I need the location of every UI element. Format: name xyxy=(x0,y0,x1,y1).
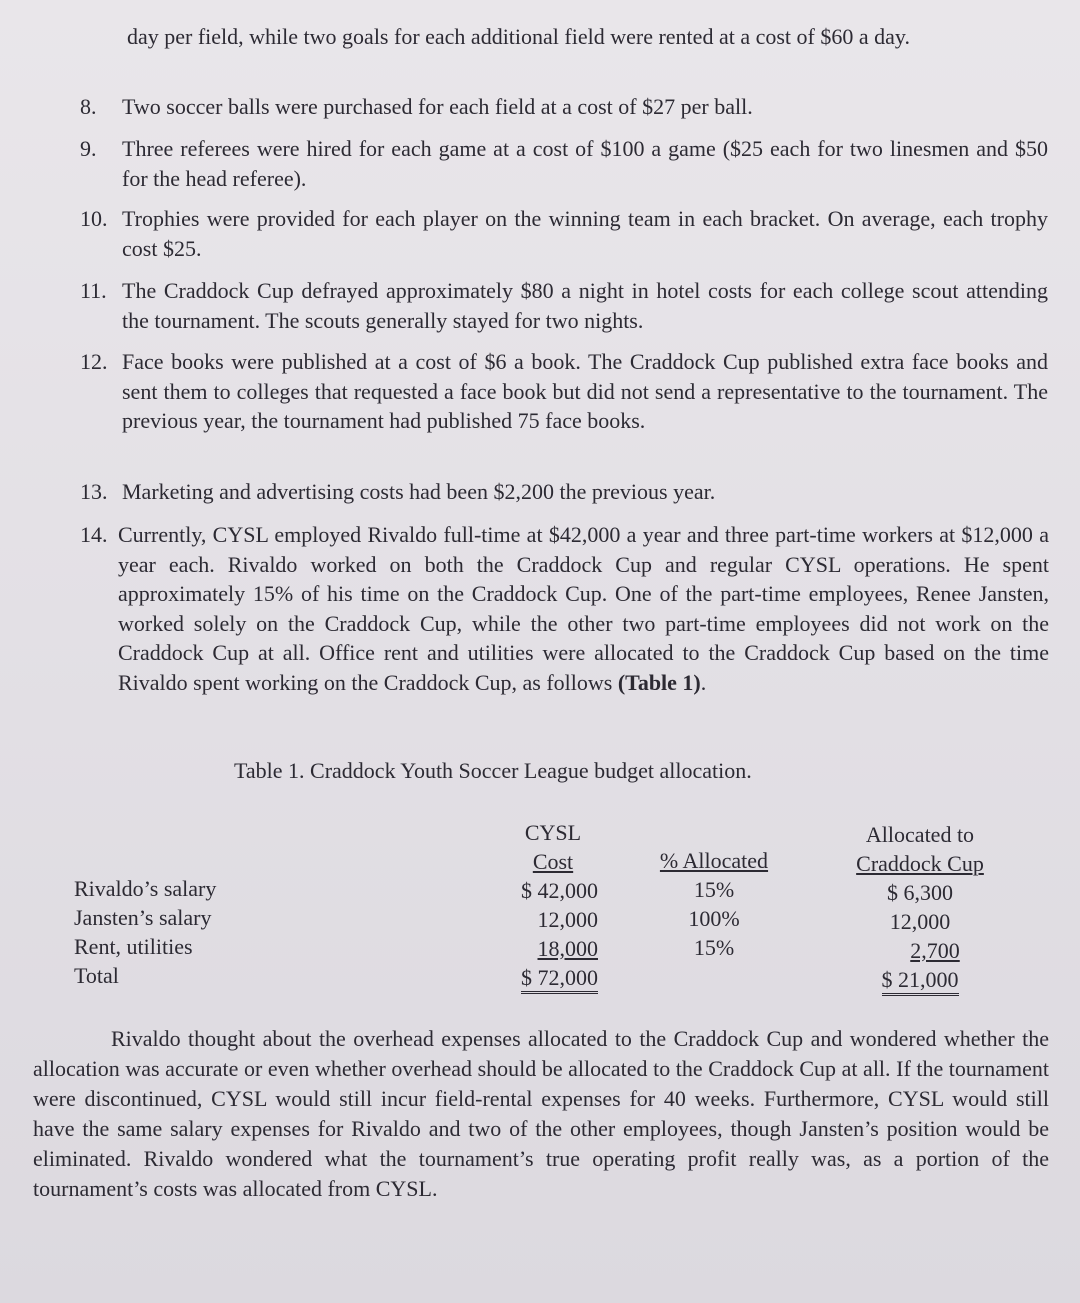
table-column-cost xyxy=(488,818,608,994)
table-title: Table 1. Craddock Youth Soccer League budget allocation. xyxy=(234,758,752,783)
alloc-total-cell: $ 21,000 xyxy=(882,967,959,996)
list-item-number: 13. xyxy=(80,479,108,504)
list-item-text: day per field, while two goals for each additional field were rented at a cost of $60 a day. xyxy=(127,24,910,49)
list-item-number: 11. xyxy=(80,278,107,303)
table-row-labels xyxy=(74,874,216,990)
list-item-number: 8. xyxy=(80,94,97,119)
list-item-end: . xyxy=(700,669,707,695)
row-label: Jansten’s salary xyxy=(74,905,212,930)
table-reference: (Table 1) xyxy=(617,669,701,695)
column-header-alloc-line1: Allocated to xyxy=(865,822,975,847)
list-item-text: Two soccer balls were purchased for each field at a cost of $27 per ball. xyxy=(122,94,753,119)
row-label: Total xyxy=(74,963,119,988)
table-column-alloc xyxy=(840,820,1000,996)
cost-cell: 18,000 xyxy=(537,936,598,961)
list-item-text xyxy=(118,520,1049,697)
list-item-body: Currently, CYSL employed Rivaldo full-time at $42,000 a year and three part-time workers at $12,000 a year each. Rivaldo worked on both the Craddock Cup and regular CYSL operations. He spent approximately 15% of his time on the Craddock Cup. One of the part-time employees, Renee Jansten, worked solely on the Craddock Cup, while the other two part-time employees did not work on the Craddock Cup at all. Office rent and utilities were allocated to the Craddock Cup based on the time Rivaldo spent working on the Craddock Cup, as follows xyxy=(118,522,1049,695)
list-item-text: Three referees were hired for each game at a cost of $100 a game ($25 each for two linesmen and $50 for the head referee). xyxy=(122,136,1048,191)
pct-cell: 15% xyxy=(693,935,735,960)
pct-cell: 15% xyxy=(693,877,735,902)
list-item-text: Face books were published at a cost of $6 a book. The Craddock Cup published extra face books and sent them to colleges that requested a face book but did not send a representative to the tournament. The previous year, the tournament had published 75 face books. xyxy=(122,349,1048,433)
column-header-cost-line2: Cost xyxy=(532,849,574,874)
column-header-pct: % Allocated xyxy=(659,848,769,873)
row-label: Rent, utilities xyxy=(74,934,193,959)
pct-cell: 100% xyxy=(688,906,740,931)
alloc-cell: 12,000 xyxy=(889,909,951,934)
row-label: Rivaldo’s salary xyxy=(74,876,217,901)
list-item-text: Trophies were provided for each player on the winning team in each bracket. On average, each trophy cost $25. xyxy=(122,206,1048,261)
column-header-cost-line1: CYSL xyxy=(524,820,582,845)
list-item-number: 12. xyxy=(80,349,108,374)
list-item-number: 14. xyxy=(80,522,108,547)
alloc-cell: $ 6,300 xyxy=(887,880,953,905)
cost-total-cell: $ 72,000 xyxy=(521,965,598,994)
list-item-number: 9. xyxy=(80,136,97,161)
list-item-text: The Craddock Cup defrayed approximately $80 a night in hotel costs for each college scout attending the tournament. The scouts generally stayed for two nights. xyxy=(122,278,1048,333)
cost-cell: 12,000 xyxy=(537,907,598,932)
list-item-number: 10. xyxy=(80,206,108,231)
table-column-pct xyxy=(646,846,782,962)
cost-cell: $ 42,000 xyxy=(521,878,598,903)
list-item-text: Marketing and advertising costs had been $2,200 the previous year. xyxy=(122,479,716,504)
alloc-cell: 2,700 xyxy=(910,938,960,963)
column-header-alloc-line2: Craddock Cup xyxy=(856,851,984,876)
closing-paragraph: Rivaldo thought about the overhead expenses allocated to the Craddock Cup and wondered whether the allocation was accurate or even whether overhead should be allocated to the Craddock Cup at all. If the tournament were discontinued, CYSL would still incur field-rental expenses for 40 weeks. Furthermore, CYSL would still have the same salary expenses for Rivaldo and two of the other employees, though Jansten’s position would be eliminated. Rivaldo wondered what the tournament’s true operating profit really was, as a portion of the tournament’s costs was allocated from CYSL. xyxy=(33,1026,1049,1201)
